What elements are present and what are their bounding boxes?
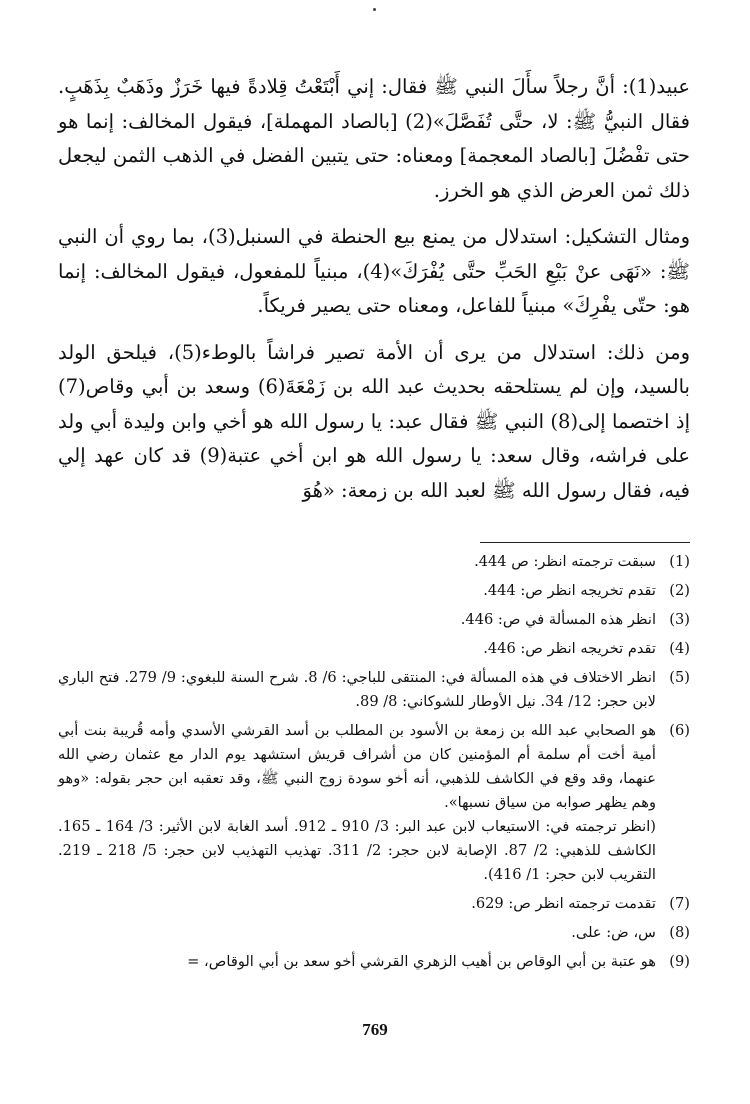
footnote-separator — [480, 542, 690, 543]
footnote-text: هو الصحابي عبد الله بن زمعة بن الأسود بن المطلب بن أسد القرشي الأسدي وأمه قُريبة بنت أبي أمية أخت أم سلمة أم المؤمنين كان من أشراف قريش استشهد يوم الدار مع عثمان رضي الله عنهما، وقد وقع في الكاشف للذهبي، أنه أخو سودة زوج النبي ﷺ، وقد تعقبه ابن حجر بقوله: «وهو وهم يظهر صوابه من سياق نسبها». — [58, 722, 656, 811]
footnote — [58, 892, 690, 916]
footnote-number: (7) — [669, 895, 690, 912]
footnote — [58, 921, 690, 945]
footnote — [58, 637, 690, 661]
footnote-text: تقدم تخريجه انظر ص: 446. — [483, 640, 656, 657]
footnote-text: س، ض: على. — [571, 924, 656, 941]
footnote-number: (9) — [669, 953, 690, 970]
main-text — [58, 70, 690, 520]
footnote-number: (8) — [669, 924, 690, 941]
footnote-number: (4) — [669, 640, 690, 657]
footnotes — [58, 550, 690, 979]
footnote — [58, 579, 690, 603]
footnote-text: انظر هذه المسألة في ص: 446. — [460, 611, 656, 628]
footnote-text: سبقت ترجمته انظر: ص 444. — [474, 553, 656, 570]
footnote — [58, 666, 690, 714]
footnote-references: (انظر ترجمته في: الاستيعاب لابن عبد البر: 3/ 910 ـ 912. أسد الغابة لابن الأثير: 3/ 164 ـ 165. الكاشف للذهبي: 2/ 87. الإصابة لابن حجر: 2/ 311. تهذيب التهذيب لابن حجر: 5/ 218 ـ 219. التقريب لابن حجر: 1/ 416). — [58, 818, 656, 883]
footnote — [58, 950, 690, 974]
page-number: 769 — [362, 1020, 388, 1039]
paragraph-1: عبيد(1): أنَّ رجلاً سأَلَ النبي ﷺ فقال: إني أَبْتَعْتُ قِلادةً فيها خَرَزٌ وذَهَبٌ بِذَهَبٍ. فقال النبيُّ ﷺ: لا، حتَّى تُفَصَّلَ»(2) [بالصاد المهملة]، فيقول المخالف: إنما هو حتى تفْضُلَ [بالصاد المعجمة] ومعناه: حتى يتبين الفضل في الذهب الثمن ليجعل ذلك ثمن العرض الذي هو الخرز. — [58, 75, 690, 202]
footnote-text-block — [58, 719, 656, 887]
footnote-number: (2) — [669, 582, 690, 599]
footnote — [58, 719, 690, 887]
paragraph-3: ومن ذلك: استدلال من يرى أن الأمة تصير فراشاً بالوطء(5)، فيلحق الولد بالسيد، وإن لم يستلحقه بحديث عبد الله بن زَمْعَةَ(6) وسعد بن أبي وقاص(7) إذ اختصما إلى(8) النبي ﷺ فقال عبد: يا رسول الله هو أخي وابن وليدة أبي ولد على فراشه، وقال سعد: يا رسول الله هو ابن أخي عتبة(9) قد كان عهد إلي فيه، فقال رسول الله ﷺ لعبد الله بن زمعة: «هُوَ — [58, 340, 691, 502]
footnote-number: (1) — [669, 553, 690, 570]
footnote-text: انظر الاختلاف في هذه المسألة في: المنتقى للباجي: 6/ 8. شرح السنة للبغوي: 9/ 279. فتح الباري لابن حجر: 12/ 34. نيل الأوطار للشوكاني: 8/ 89. — [58, 669, 656, 710]
footnote — [58, 550, 690, 574]
footnote-text: تقدم تخريجه انظر ص: 444. — [483, 582, 656, 599]
footnote-text: هو عتبة بن أبي الوقاص بن أهيب الزهري القرشي أخو سعد بن أبي الوقاص، = — [187, 953, 656, 970]
footnote-number: (3) — [669, 611, 690, 628]
book-page — [58, 0, 690, 1104]
footnote-number: (5) — [669, 669, 690, 686]
footnote — [58, 608, 690, 632]
paragraph-2: ومثال التشكيل: استدلال من يمنع بيع الحنطة في السنبل(3)، بما روي أن النبي ﷺ: «نَهَى عنْ بَيْعِ الحَبِّ حتَّى يُفْرَكَ»(4)، مبنياً للمفعول، فيقول المخالف: إنما هو: حتّى يفْرِكَ» مبنياً للفاعل، ومعناه حتى يصير فريكاً. — [58, 225, 691, 317]
footnote-text: تقدمت ترجمته انظر ص: 629. — [471, 895, 656, 912]
footnote-number: (6) — [669, 722, 690, 739]
